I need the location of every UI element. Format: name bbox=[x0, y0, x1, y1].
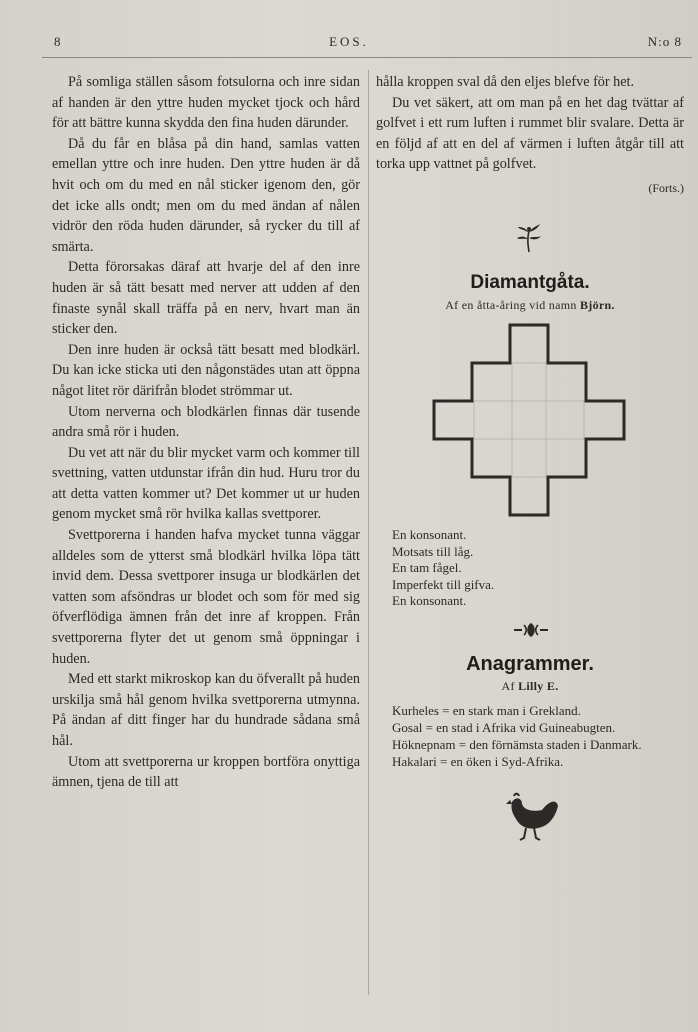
paragraph: Då du får en blåsa på din hand, samlas vatten emellan yttre och inre huden. Den yttre huden är då hvit och om du med en nål sticker igenom den, gör det icke alls ondt; men om du med ändan af nålen vidrör den röda huden därunder, så rycker du till af smärta. bbox=[52, 135, 360, 255]
paragraph: Detta förorsakas däraf att hvarje del af den inre huden är så tätt besatt med nerver att udden af den finaste synål skall träffa på en nerv, hvart man än sticker den. bbox=[52, 259, 360, 338]
page-number: 8 bbox=[54, 34, 62, 49]
left-column bbox=[52, 72, 360, 793]
byline-prefix: Af en åtta-åring vid namn bbox=[445, 297, 577, 312]
paragraph: Med ett starkt mikroskop kan du öfverallt på huden urskilja små hål genom hvilka svettporerna utmynna. På ändan af ditt finger har du hundrade sådana små hål. bbox=[52, 671, 360, 749]
diamond-clues bbox=[376, 527, 684, 610]
clue: En konsonant. bbox=[392, 527, 467, 543]
continued-paragraph: hålla kroppen sval då den eljes blefve för het. bbox=[376, 74, 635, 90]
paragraph: Den inre huden är också tätt besatt med blodkärl. Du kan icke sticka uti den någonstädes utan att öppna något litet rör därifrån blodet strömmar ut. bbox=[52, 341, 360, 399]
paragraph: Utom att svettporerna ur kroppen bortföra onyttiga ämnen, tjena de till att bbox=[52, 753, 360, 791]
clue: En tam fågel. bbox=[392, 560, 462, 576]
anagram-list bbox=[376, 702, 684, 770]
header-rule bbox=[42, 57, 692, 58]
rooster-icon bbox=[498, 792, 560, 842]
anagram-title: Anagrammer. bbox=[466, 652, 594, 675]
byline-prefix: Af bbox=[501, 678, 515, 693]
continued-note: (Forts.) bbox=[648, 180, 684, 195]
anagram-item: Gosal = en stad i Afrika vid Guineabugten. bbox=[392, 720, 616, 736]
paragraph: Du vet att när du blir mycket varm och kommer till svettning, vatten utdunstar ifrån din hud. Huru tror du att detta vatten kommer ut? Det kommer ut ur huden genom mycket små rör hvilka kallas svettporer. bbox=[52, 444, 360, 523]
diamond-puzzle-title: Diamantgåta. bbox=[470, 271, 590, 293]
author-name: Björn. bbox=[579, 297, 615, 312]
paragraph: Svettporerna i handen hafva mycket tunna väggar alldeles som de ytterst små blodkärl hvilka löpa tätt invid dem. Dessa svettporer insuga ur blodkärlen det vatten som afsöndras ur blodet och som för med sig öfverflödiga ämnen från det inre af kroppen. Från svettporerna flyter det ut genom små öppningar i huden. bbox=[52, 527, 360, 667]
diamond-puzzle-grid bbox=[430, 323, 626, 517]
flower-sprig-icon bbox=[516, 223, 542, 253]
paragraph: Du vet säkert, att om man på en het dag tvättar af golfvet i ett rum luften i rummet blir svalare. Detta är en följd af att en del af värmen i luften åtgår till att torka upp vattnet på golfvet. bbox=[376, 94, 684, 173]
column-divider bbox=[368, 70, 369, 995]
clue: Motsats till låg. bbox=[392, 543, 474, 559]
right-column bbox=[376, 72, 684, 842]
anagram-item: Hakalari = en öken i Syd-Afrika. bbox=[392, 754, 564, 770]
anagram-byline bbox=[376, 676, 684, 697]
ornament-icon bbox=[512, 622, 550, 638]
diamond-byline bbox=[376, 295, 684, 316]
paragraph: På somliga ställen såsom fotsulorna och inre sidan af handen är den yttre huden mycket tjock och hård för att bättre kunna skydda den fina huden därunder. bbox=[52, 74, 360, 132]
clue: Imperfekt till gifva. bbox=[392, 576, 495, 592]
author-name: Lilly E. bbox=[518, 678, 559, 693]
page-header bbox=[0, 34, 698, 52]
paragraph: Utom nerverna och blodkärlen finnas där tusende andra små rör i huden. bbox=[52, 403, 360, 441]
issue-number: N:o 8 bbox=[647, 34, 682, 49]
anagram-item: Kurheles = en stark man i Grekland. bbox=[392, 703, 581, 719]
clue: En konsonant. bbox=[392, 593, 467, 609]
publication-title: EOS. bbox=[329, 34, 369, 49]
anagram-item: Höknepnam = den förnämsta staden i Danmark. bbox=[392, 737, 642, 753]
